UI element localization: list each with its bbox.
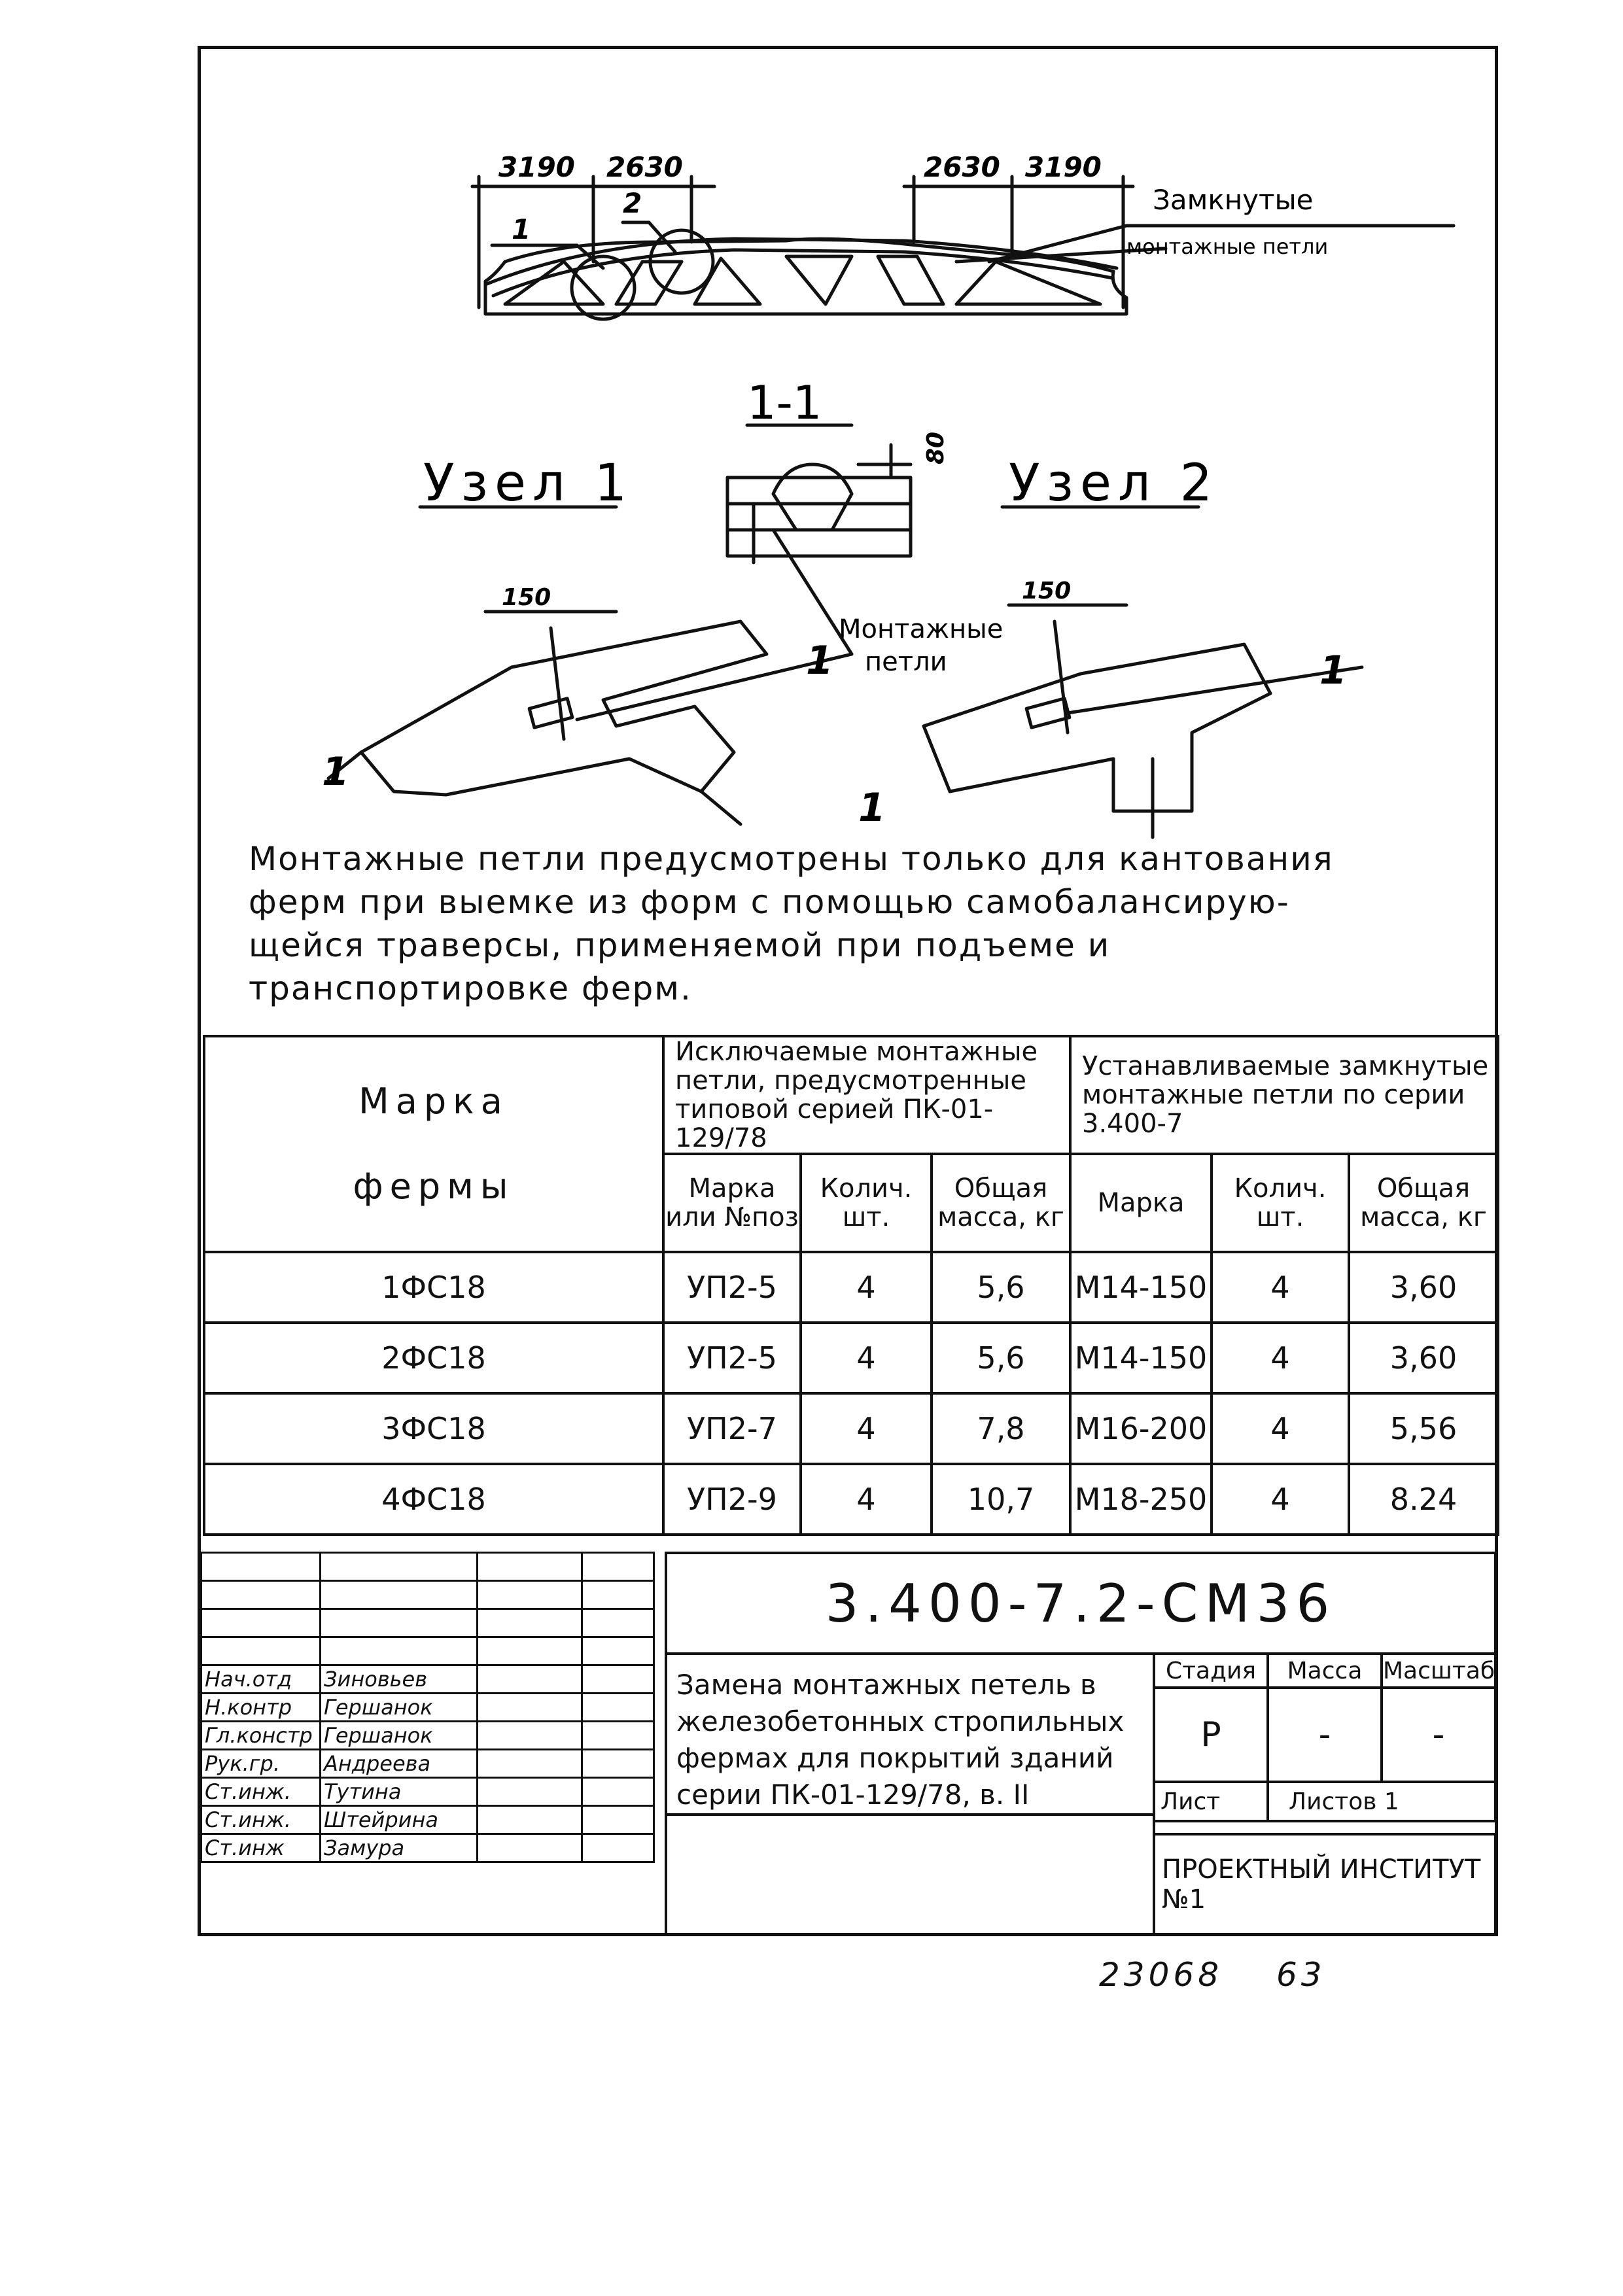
signature (478, 1750, 582, 1778)
header-truss-mark: Марка фермы (204, 1036, 663, 1252)
table-row (204, 1393, 1498, 1464)
signatures-table (200, 1552, 655, 1863)
role: Н.контр (201, 1694, 321, 1722)
cell-ex-mark: УП2-7 (663, 1393, 801, 1464)
sheet-label: Лист (1154, 1782, 1268, 1821)
loops-spec-table (203, 1035, 1499, 1536)
signature-row (201, 1834, 654, 1862)
cell-ex-mass: 5,6 (932, 1323, 1070, 1393)
note-line-4: транспортировке ферм. (249, 969, 692, 1007)
cell-in-mass: 3,60 (1349, 1252, 1498, 1323)
cell-ex-mark: УП2-5 (663, 1252, 801, 1323)
role: Ст.инж. (201, 1778, 321, 1806)
header-in-mark: Марка (1070, 1154, 1212, 1252)
name: Гершанок (321, 1722, 478, 1750)
name: Зиновьев (321, 1665, 478, 1694)
institute-name: ПРОЕКТНЫЙ ИНСТИТУТ №1 (1153, 1833, 1497, 1936)
role: Ст.инж (201, 1834, 321, 1862)
scale-label: Масштаб (1382, 1654, 1495, 1688)
cell-in-mark: М14-150 (1070, 1323, 1212, 1393)
cut-mark-node1-right: 1 (806, 638, 833, 684)
cell-in-qty: 4 (1212, 1464, 1349, 1535)
cell-truss: 1ФС18 (204, 1252, 663, 1323)
cell-ex-qty: 4 (801, 1323, 932, 1393)
signature-row (201, 1750, 654, 1778)
stamp-number: 23068 (1099, 1956, 1223, 1994)
cell-in-qty: 4 (1212, 1323, 1349, 1393)
document-title: Замена монтажных петель в железобетонных стропильных фермах для покрытий зданий серии ПК-01-129/78, в. II (665, 1652, 1155, 1816)
dim-150-node2: 150 (1022, 578, 1072, 604)
document-code: 3.400-7.2-СМ36 (665, 1552, 1497, 1655)
cell-ex-mark: УП2-5 (663, 1323, 801, 1393)
signature-row (201, 1806, 654, 1834)
cell-in-mass: 5,56 (1349, 1393, 1498, 1464)
node1-title: Узел 1 (423, 454, 634, 513)
dim-right-1: 2630 (924, 151, 1000, 183)
cell-in-mass: 8.24 (1349, 1464, 1498, 1535)
signature (478, 1665, 582, 1694)
role: Нач.отд (201, 1665, 321, 1694)
cell-truss: 4ФС18 (204, 1464, 663, 1535)
dim-150-node1: 150 (502, 584, 551, 611)
cell-ex-mass: 5,6 (932, 1252, 1070, 1323)
name: Андреева (321, 1750, 478, 1778)
sheets-label: Листов 1 (1268, 1782, 1495, 1821)
stage-table (1153, 1652, 1497, 1822)
signature-row (201, 1722, 654, 1750)
signature (478, 1694, 582, 1722)
note-text (249, 837, 1465, 1010)
scale-value: - (1382, 1688, 1495, 1782)
name: Тутина (321, 1778, 478, 1806)
cell-ex-mass: 7,8 (932, 1393, 1070, 1464)
stage-label: Стадия (1154, 1654, 1268, 1688)
signature-row (201, 1694, 654, 1722)
signature-row (201, 1778, 654, 1806)
header-in-mass: Общая масса, кг (1349, 1154, 1498, 1252)
archive-stamp (1099, 1956, 1326, 1994)
note-line-1: Монтажные петли предусмотрены только для кантования (249, 840, 1334, 878)
cell-in-mark: М16-200 (1070, 1393, 1212, 1464)
node2-title: Узел 2 (1009, 454, 1219, 513)
section-label: 1-1 (747, 376, 822, 430)
name: Штейрина (321, 1806, 478, 1834)
header-excluded-group: Исключаемые монтажные петли, предусмотренные типовой серией ПК-01-129/78 (663, 1036, 1070, 1154)
closed-loops-label-1: Замкнутые (1153, 184, 1314, 216)
cut-mark-node1-left: 1 (322, 749, 349, 795)
header-ex-mark: Марка или №поз (663, 1154, 801, 1252)
signature (478, 1722, 582, 1750)
empty-cell (665, 1813, 1155, 1936)
signature (478, 1778, 582, 1806)
title-block (200, 1552, 1497, 1936)
cell-ex-mark: УП2-9 (663, 1464, 801, 1535)
callout-2: 2 (623, 187, 642, 219)
cell-ex-qty: 4 (801, 1393, 932, 1464)
dim-left-2: 2630 (606, 151, 683, 183)
cell-ex-mass: 10,7 (932, 1464, 1070, 1535)
closed-loops-label-2: монтажные петли (1126, 234, 1329, 259)
cell-in-mark: М18-250 (1070, 1464, 1212, 1535)
cut-mark-node2-left: 1 (858, 785, 886, 831)
cell-in-mass: 3,60 (1349, 1323, 1498, 1393)
header-in-qty: Колич. шт. (1212, 1154, 1349, 1252)
header-installed-group: Устанавливаемые замкнутые монтажные петли по серии 3.400-7 (1070, 1036, 1498, 1154)
dim-right-2: 3190 (1025, 151, 1102, 183)
cell-ex-qty: 4 (801, 1464, 932, 1535)
cell-in-qty: 4 (1212, 1252, 1349, 1323)
signature (478, 1806, 582, 1834)
signature (478, 1834, 582, 1862)
cell-truss: 2ФС18 (204, 1323, 663, 1393)
role: Рук.гр. (201, 1750, 321, 1778)
role: Гл.констр (201, 1722, 321, 1750)
mass-label: Масса (1268, 1654, 1382, 1688)
signature-row (201, 1665, 654, 1694)
cell-in-qty: 4 (1212, 1393, 1349, 1464)
table-row (204, 1464, 1498, 1535)
callout-1: 1 (512, 213, 531, 245)
cut-mark-node2-right: 1 (1319, 648, 1347, 693)
header-ex-mass: Общая масса, кг (932, 1154, 1070, 1252)
cell-truss: 3ФС18 (204, 1393, 663, 1464)
table-row (204, 1323, 1498, 1393)
name: Замура (321, 1834, 478, 1862)
loops-label-1: Монтажные (839, 614, 1003, 644)
table-row (204, 1252, 1498, 1323)
cell-ex-qty: 4 (801, 1252, 932, 1323)
note-line-3: щейся траверсы, применяемой при подъеме и (249, 926, 1111, 964)
cell-in-mark: М14-150 (1070, 1252, 1212, 1323)
note-line-2: ферм при выемке из форм с помощью самобалансирую- (249, 883, 1290, 921)
name: Гершанок (321, 1694, 478, 1722)
header-ex-qty: Колич. шт. (801, 1154, 932, 1252)
dim-left-1: 3190 (498, 151, 575, 183)
role: Ст.инж. (201, 1806, 321, 1834)
dim-80: 80 (922, 431, 949, 464)
mass-value: - (1268, 1688, 1382, 1782)
loops-label-2: петли (865, 647, 947, 677)
stamp-page: 63 (1276, 1956, 1326, 1994)
stage-value: Р (1154, 1688, 1268, 1782)
